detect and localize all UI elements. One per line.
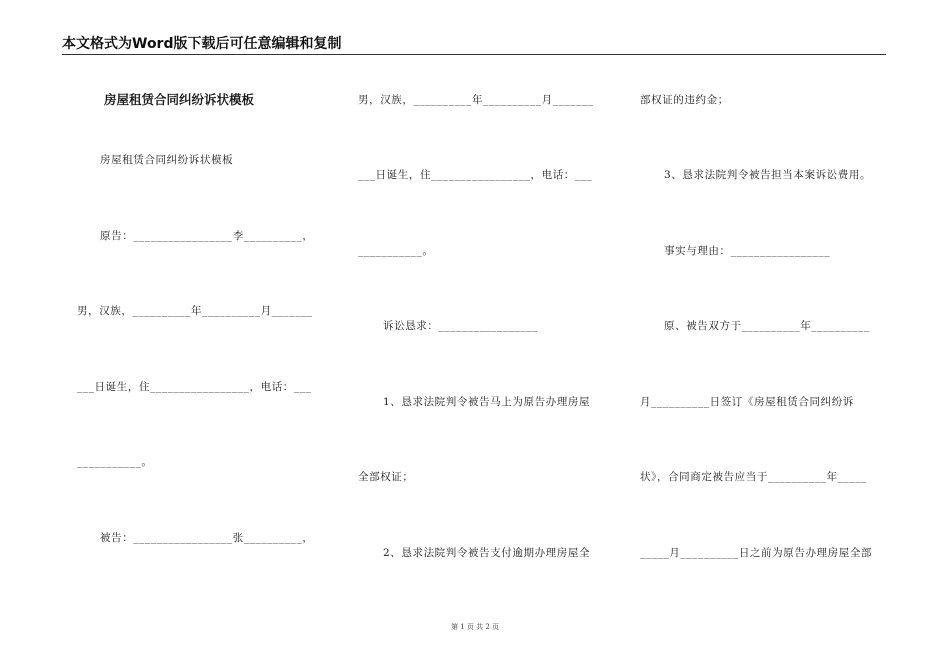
text-line: 原告：_________________李__________， (100, 230, 314, 242)
text-line: 男，汉族，__________年__________月_______ (358, 94, 594, 106)
text-line: 房屋租赁合同纠纷诉状模板 (100, 154, 234, 166)
text-line: 状》，合同商定被告应当于__________年_____ (640, 471, 867, 483)
text-line: _____月__________日之前为原告办理房屋全部 (640, 547, 873, 559)
page-number: 第 1 页 共 2 页 (450, 623, 500, 631)
text-line: 诉讼恳求：_________________ (383, 320, 538, 332)
text-line: ___日诞生，住_________________，电话：___ (77, 381, 312, 393)
document-title: 房屋租赁合同纠纷诉状模板 (104, 92, 255, 107)
header-divider (62, 54, 886, 55)
text-line: ___日诞生，住_________________，电话：___ (358, 169, 593, 181)
text-line: 被告：_________________张__________， (100, 532, 314, 544)
text-line: 月__________日签订《房屋租赁合同纠纷诉 (640, 396, 854, 408)
text-line: 2、恳求法院判令被告支付逾期办理房屋全 (383, 547, 591, 559)
text-line: ___________。 (358, 245, 434, 257)
text-line: 1、恳求法院判令被告马上为原告办理房屋 (383, 396, 591, 408)
text-line: ___________。 (77, 456, 153, 468)
text-line: 男，汉族，__________年__________月_______ (77, 305, 313, 317)
text-line: 部权证的违约金； (640, 94, 729, 106)
text-line: 事实与理由：_________________ (664, 245, 831, 257)
text-line: 全部权证； (358, 471, 414, 483)
header-text: 本文格式为Word版下载后可任意编辑和复制 (62, 36, 342, 52)
text-line: 原、被告双方于__________年__________ (664, 320, 870, 332)
text-line: 3、恳求法院判令被告担当本案诉讼费用。 (664, 169, 872, 181)
